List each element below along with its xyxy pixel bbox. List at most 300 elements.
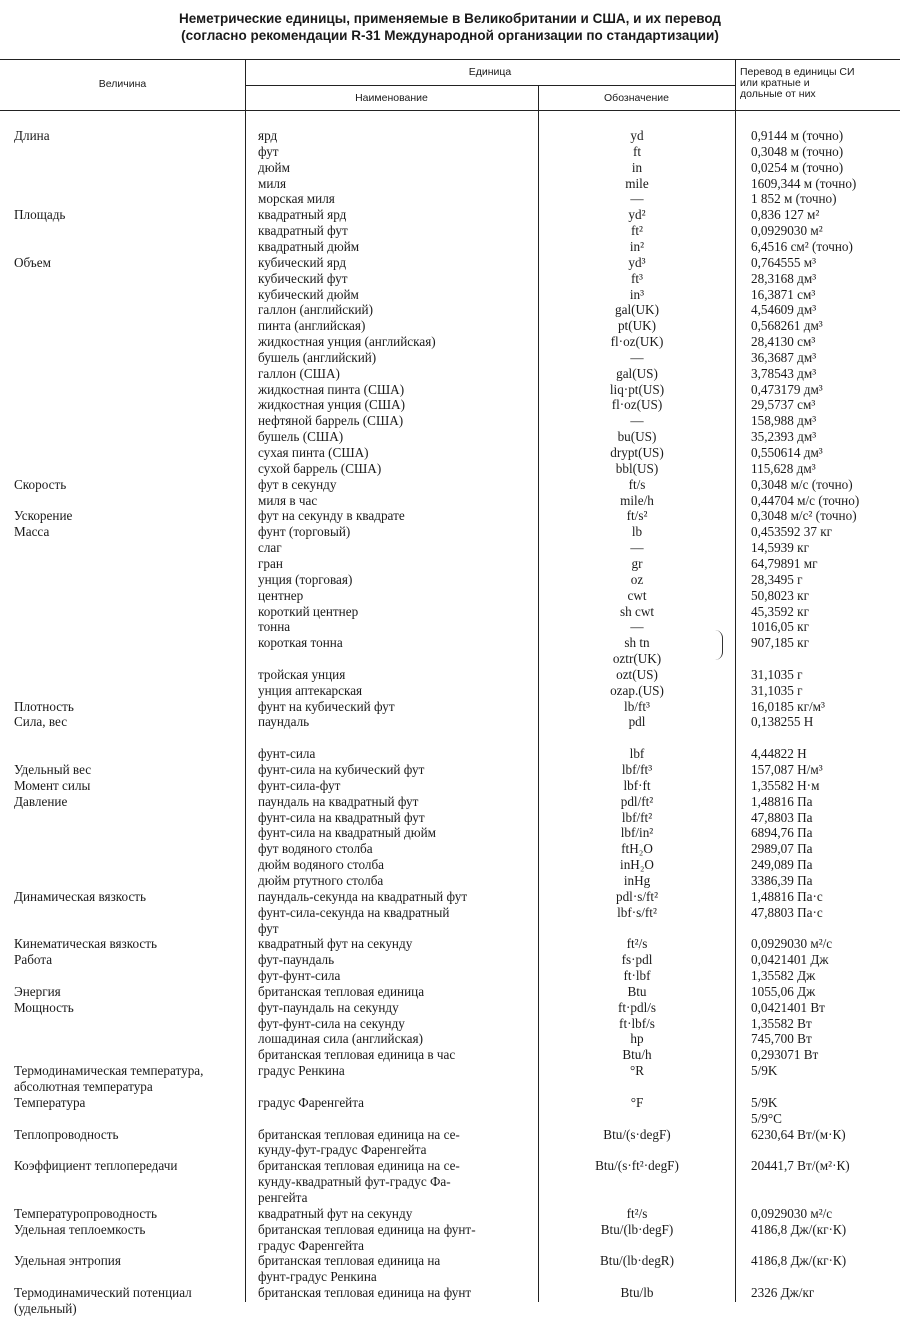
- table-row: [0, 810, 900, 826]
- conversion-value-cell: 0,764555 м³: [751, 254, 817, 270]
- table-row: [0, 968, 900, 984]
- conversion-value-cell: 0,3048 м (точно): [751, 143, 844, 159]
- conversion-value-cell: 0,9144 м (точно): [751, 128, 844, 143]
- unit-symbol-cell: ft²/s: [626, 936, 648, 952]
- unit-name-cell: градус Фаренгейта: [258, 1094, 365, 1110]
- conversion-value-cell: 0,0929030 м²/с: [751, 936, 833, 952]
- unit-name-cell: квадратный ярд: [258, 207, 347, 223]
- conversion-value-cell: 1,48816 Па: [751, 793, 813, 809]
- quantity-cell: Термодинамический потенциал: [14, 1285, 192, 1300]
- quantity-cell: Момент силы: [14, 777, 91, 793]
- conversion-value-cell: 1,48816 Па·с: [751, 888, 823, 904]
- table-row: [0, 619, 900, 635]
- conversion-value-cell: 0,0929030 м²/с: [751, 1205, 833, 1221]
- unit-symbol-cell: in²: [629, 238, 645, 254]
- unit-name-cell: фут-фунт-сила на секунду: [258, 1015, 405, 1031]
- unit-symbol-cell: inH₂O: [620, 857, 654, 873]
- unit-symbol-cell: sh cwt: [619, 603, 655, 619]
- table-row: [0, 825, 900, 841]
- unit-symbol-cell: —: [630, 191, 644, 207]
- table-row: [0, 397, 900, 413]
- unit-symbol-cell: ft³: [630, 270, 643, 286]
- unit-name-cell: ренгейта: [258, 1190, 308, 1205]
- unit-symbol-cell: hp: [630, 1031, 644, 1047]
- table-row: [0, 1079, 900, 1095]
- unit-header-rule: [245, 85, 735, 86]
- unit-symbol-cell: fl·oz(UK): [610, 334, 664, 349]
- table-row: [0, 604, 900, 620]
- quantity-cell: абсолютная температура: [14, 1079, 153, 1094]
- table-row: [0, 778, 900, 794]
- conversion-value-cell: 0,550614 дм³: [751, 445, 823, 460]
- unit-symbol-cell: ft/s²: [626, 508, 648, 524]
- conversion-value-cell: 745,700 Вт: [751, 1031, 812, 1047]
- table-row: [0, 382, 900, 398]
- conversion-value-cell: 14,5939 кг: [751, 540, 809, 556]
- quantity-cell: Объем: [14, 254, 51, 270]
- table-row: [0, 588, 900, 604]
- unit-symbol-cell: —: [630, 349, 644, 365]
- table-row: [0, 936, 900, 952]
- table-row: [0, 429, 900, 445]
- unit-symbol-cell: lbf/in²: [620, 825, 654, 841]
- table-row: [0, 540, 900, 556]
- unit-symbol-cell: lbf·ft: [623, 777, 651, 793]
- unit-name-cell: британская тепловая единица: [258, 983, 425, 999]
- unit-name-cell: нефтяной баррель (США): [258, 413, 404, 429]
- unit-name-cell: миля в час: [258, 492, 318, 508]
- unit-name-cell: кунду-фут-градус Фаренгейта: [258, 1142, 427, 1158]
- unit-symbol-cell: ftH₂O: [621, 841, 653, 857]
- unit-symbol-cell: lbf·s/ft²: [617, 904, 657, 920]
- unit-symbol-cell: drypt(US): [610, 445, 664, 460]
- quantity-cell: Кинематическая вязкость: [14, 936, 158, 952]
- table-row: [0, 905, 900, 921]
- unit-name-cell: фут-паундаль: [258, 952, 335, 968]
- quantity-cell: Удельная энтропия: [14, 1253, 121, 1269]
- unit-symbol-cell: pdl·s/ft²: [615, 888, 659, 904]
- unit-name-cell: британская тепловая единица на фунт: [258, 1285, 472, 1300]
- conversion-value-cell: 0,44704 м/с (точно): [751, 492, 860, 508]
- conversion-value-cell: 4,54609 дм³: [751, 302, 817, 318]
- unit-name-cell: фут: [258, 143, 279, 159]
- unit-symbol-cell: ft: [632, 143, 642, 159]
- unit-symbol-cell: fl·oz(US): [611, 397, 663, 413]
- conversion-value-cell: 28,3168 дм³: [751, 270, 817, 286]
- conversion-value-cell: 0,568261 дм³: [751, 318, 823, 334]
- conversion-value-cell: 115,628 дм³: [751, 460, 816, 476]
- title-line-1: Неметрические единицы, применяемые в Великобритании и США, и их перевод: [179, 11, 721, 26]
- quantity-cell: Энергия: [14, 983, 61, 999]
- table-row: [0, 699, 900, 715]
- conversion-value-cell: 6,4516 см² (точно): [751, 238, 853, 254]
- unit-name-cell: жидкостная унция (английская): [258, 334, 436, 349]
- conversion-value-cell: 0,138255 Н: [751, 714, 814, 730]
- table-row: [0, 1000, 900, 1016]
- unit-symbol-cell: ft·lbf: [623, 968, 651, 983]
- conversion-value-cell: 0,3048 м/с (точно): [751, 476, 853, 492]
- unit-name-cell: дюйм водяного столба: [258, 857, 385, 873]
- table-row: [0, 271, 900, 287]
- quantity-cell: Сила, вес: [14, 714, 68, 730]
- unit-symbol-cell: —: [630, 413, 644, 429]
- unit-name-cell: фунт-сила на квадратный фут: [258, 809, 425, 825]
- conversion-value-cell: 0,453592 37 кг: [751, 524, 833, 540]
- unit-name-cell: кунду-квадратный фут-градус Фа-: [258, 1174, 451, 1190]
- conversion-value-cell: 64,79891 мг: [751, 556, 818, 571]
- unit-symbol-cell: bu(US): [617, 429, 657, 445]
- unit-name-cell: бушель (английский): [258, 349, 377, 365]
- table-row: [0, 445, 900, 461]
- conversion-value-cell: 47,8803 Па: [751, 809, 813, 825]
- table-row: [0, 461, 900, 477]
- unit-name-cell: фут в секунду: [258, 476, 337, 492]
- unit-name-cell: фунт-градус Ренкина: [258, 1269, 377, 1285]
- conversion-value-cell: 249,089 Па: [751, 857, 813, 873]
- unit-symbol-cell: bbl(US): [615, 460, 659, 476]
- quantity-cell: Длина: [14, 128, 50, 143]
- unit-name-cell: паундаль-секунда на квадратный фут: [258, 888, 468, 904]
- conversion-value-cell: 0,0929030 м²: [751, 223, 823, 239]
- table-row: [0, 1285, 900, 1301]
- conversion-value-cell: 45,3592 кг: [751, 603, 809, 619]
- header-unit-symbol: Обозначение: [604, 92, 669, 104]
- unit-name-cell: квадратный фут на секунду: [258, 936, 413, 952]
- table-row: [0, 1111, 900, 1127]
- unit-name-cell: тройская унция: [258, 666, 346, 682]
- unit-name-cell: фунт-сила: [258, 746, 316, 762]
- conversion-value-cell: 1016,05 кг: [751, 619, 809, 635]
- unit-symbol-cell: liq·pt(US): [609, 381, 665, 397]
- table-row: [0, 1095, 900, 1111]
- table-row: [0, 1016, 900, 1032]
- header-quantity: Величина: [98, 78, 147, 90]
- table-row: [0, 952, 900, 968]
- unit-symbol-cell: mile: [625, 175, 649, 191]
- table-row: [0, 1253, 900, 1269]
- unit-symbol-cell: sh tn: [624, 635, 650, 651]
- unit-name-cell: пинта (английская): [258, 318, 366, 334]
- unit-symbol-cell: Btu/(s·degF): [603, 1126, 671, 1142]
- unit-name-cell: британская тепловая единица на: [258, 1253, 441, 1269]
- unit-symbol-cell: Btu/(lb·degF): [600, 1221, 674, 1237]
- unit-symbol-cell: inHg: [623, 872, 651, 888]
- table-row: [0, 556, 900, 572]
- quantity-cell: Площадь: [14, 207, 66, 223]
- table-row: [0, 128, 900, 144]
- header-unit-name: Наименование: [355, 92, 428, 104]
- conversion-value-cell: 31,1035 г: [751, 682, 803, 698]
- unit-name-cell: кубический ярд: [258, 254, 347, 270]
- conversion-value-cell: 5/9°C: [751, 1110, 782, 1126]
- table-row: [0, 1063, 900, 1079]
- table-row: [0, 334, 900, 350]
- unit-name-cell: унция (торговая): [258, 571, 353, 587]
- table-row: [0, 207, 900, 223]
- header-conversion-line-3: дольные от них: [740, 88, 816, 100]
- conversion-value-cell: 157,087 Н/м³: [751, 762, 823, 777]
- unit-name-cell: британская тепловая единица на се-: [258, 1126, 460, 1142]
- unit-name-cell: ярд: [258, 128, 278, 143]
- quantity-cell: Скорость: [14, 476, 67, 492]
- unit-symbol-cell: Btu: [627, 983, 647, 999]
- unit-name-cell: короткий центнер: [258, 603, 359, 619]
- unit-name-cell: британская тепловая единица на се-: [258, 1158, 460, 1174]
- unit-name-cell: градус Фаренгейта: [258, 1237, 365, 1253]
- table-row: [0, 1222, 900, 1238]
- quantity-cell: Температура: [14, 1094, 86, 1110]
- table-row: [0, 413, 900, 429]
- conversion-value-cell: 3386,39 Па: [751, 872, 813, 888]
- table-row: [0, 1127, 900, 1143]
- unit-symbol-cell: lbf: [629, 746, 645, 762]
- unit-name-cell: паундаль: [258, 714, 310, 730]
- conversion-value-cell: 0,0421401 Дж: [751, 952, 829, 968]
- unit-name-cell: фунт-сила на квадратный дюйм: [258, 825, 436, 841]
- unit-symbol-cell: —: [630, 540, 644, 556]
- unit-symbol-cell: cwt: [627, 587, 647, 603]
- quantity-cell: Удельная теплоемкость: [14, 1221, 146, 1237]
- conversion-value-cell: 0,293071 Вт: [751, 1047, 819, 1063]
- quantity-cell: Мощность: [14, 999, 74, 1015]
- table-row: [0, 1301, 900, 1317]
- conversion-value-cell: 0,0254 м (точно): [751, 159, 844, 175]
- conversion-value-cell: 6894,76 Па: [751, 825, 813, 841]
- quantity-cell: Температуропроводность: [14, 1205, 158, 1221]
- conversion-value-cell: 35,2393 дм³: [751, 429, 817, 445]
- table-row: [0, 508, 900, 524]
- conversion-value-cell: 1,35582 Вт: [751, 1015, 812, 1031]
- conversion-value-cell: 5/9K: [751, 1094, 778, 1110]
- unit-symbol-cell: mile/h: [620, 492, 654, 508]
- conversion-value-cell: 2989,07 Па: [751, 841, 813, 857]
- table-row: [0, 651, 900, 667]
- unit-symbol-cell: ozap.(US): [610, 682, 664, 698]
- unit-symbol-cell: °F: [630, 1094, 644, 1110]
- quantity-cell: Ускорение: [14, 508, 73, 524]
- unit-name-cell: короткая тонна: [258, 635, 343, 651]
- quantity-cell: Давление: [14, 793, 68, 809]
- header-conversion: [740, 67, 898, 100]
- conversion-value-cell: 0,473179 дм³: [751, 381, 823, 397]
- unit-name-cell: жидкостная унция (США): [258, 397, 405, 413]
- unit-symbol-cell: pt(UK): [617, 318, 657, 334]
- table-row: [0, 1142, 900, 1158]
- table-row: [0, 889, 900, 905]
- table-row: [0, 841, 900, 857]
- table-row: [0, 572, 900, 588]
- unit-name-cell: бушель (США): [258, 429, 344, 445]
- table-row: [0, 730, 900, 746]
- table-row: [0, 223, 900, 239]
- unit-symbol-cell: yd: [630, 128, 644, 143]
- table-row: [0, 873, 900, 889]
- unit-name-cell: квадратный дюйм: [258, 238, 360, 254]
- unit-name-cell: тонна: [258, 619, 291, 635]
- unit-symbol-cell: Btu/lb: [620, 1285, 654, 1300]
- unit-name-cell: сухая пинта (США): [258, 445, 369, 460]
- table-row: [0, 160, 900, 176]
- conversion-value-cell: 4186,8 Дж/(кг·К): [751, 1221, 847, 1237]
- conversion-value-cell: 2326 Дж/кг: [751, 1285, 815, 1300]
- conversion-value-cell: 1,35582 Дж: [751, 968, 816, 983]
- quantity-cell: Термодинамическая температура,: [14, 1063, 204, 1079]
- unit-symbol-cell: lbf/ft²: [621, 809, 653, 825]
- unit-name-cell: фунт-сила-фут: [258, 777, 341, 793]
- table-row: [0, 239, 900, 255]
- unit-name-cell: дюйм ртутного столба: [258, 872, 384, 888]
- unit-symbol-cell: yd³: [628, 254, 646, 270]
- conversion-value-cell: 20441,7 Вт/(м²·К): [751, 1158, 850, 1174]
- unit-name-cell: британская тепловая единица в час: [258, 1047, 456, 1063]
- conversion-value-cell: 29,5737 см³: [751, 397, 816, 413]
- conversion-value-cell: 28,3495 г: [751, 571, 803, 587]
- table-row: [0, 714, 900, 730]
- table-row: [0, 1190, 900, 1206]
- conversion-value-cell: 0,836 127 м²: [751, 207, 820, 223]
- unit-name-cell: лошадиная сила (английская): [258, 1031, 423, 1047]
- unit-name-cell: фунт на кубический фут: [258, 698, 395, 714]
- conversion-value-cell: 1609,344 м (точно): [751, 175, 857, 191]
- table-row: [0, 366, 900, 382]
- header-conversion-line-1: Перевод в единицы СИ: [740, 66, 855, 78]
- conversion-value-cell: 4,44822 Н: [751, 746, 807, 762]
- table-row: [0, 144, 900, 160]
- unit-name-cell: фут на секунду в квадрате: [258, 508, 405, 524]
- table-row: [0, 1158, 900, 1174]
- unit-symbol-cell: gal(UK): [615, 302, 659, 318]
- unit-symbol-cell: °R: [629, 1063, 645, 1079]
- table-row: [0, 176, 900, 192]
- quantity-cell: Удельный вес: [14, 762, 92, 777]
- table-row: [0, 524, 900, 540]
- unit-name-cell: сухой баррель (США): [258, 460, 382, 476]
- conversion-value-cell: 1055,06 Дж: [751, 983, 816, 999]
- table-row: [0, 1206, 900, 1222]
- quantity-cell: (удельный): [14, 1300, 77, 1316]
- conversion-value-cell: 31,1035 г: [751, 666, 803, 682]
- unit-symbol-cell: pdl/ft²: [620, 793, 654, 809]
- conversion-value-cell: 1 852 м (точно): [751, 191, 837, 207]
- unit-name-cell: гран: [258, 556, 283, 571]
- table-row: [0, 287, 900, 303]
- conversion-value-cell: 3,78543 дм³: [751, 365, 817, 381]
- unit-symbol-cell: gr: [631, 556, 643, 571]
- unit-name-cell: фут-паундаль на секунду: [258, 999, 399, 1015]
- table-row: [0, 350, 900, 366]
- conversion-value-cell: 47,8803 Па·с: [751, 904, 823, 920]
- conversion-value-cell: 158,988 дм³: [751, 413, 817, 429]
- unit-symbol-cell: lb: [631, 524, 643, 540]
- header-bottom-rule: [0, 110, 900, 111]
- unit-name-cell: жидкостная пинта (США): [258, 381, 405, 397]
- table-row: [0, 1174, 900, 1190]
- unit-name-cell: кубический дюйм: [258, 286, 359, 302]
- unit-symbol-cell: yd²: [628, 207, 646, 223]
- table-row: [0, 683, 900, 699]
- conversion-value-cell: 16,0185 кг/м³: [751, 698, 825, 714]
- conversion-value-cell: 6230,64 Вт/(м·К): [751, 1126, 846, 1142]
- quantity-cell: Коэффициент теплопередачи: [14, 1158, 178, 1174]
- conversion-value-cell: 907,185 кг: [751, 635, 809, 651]
- unit-symbol-cell: oz: [630, 571, 644, 587]
- unit-symbol-cell: in³: [629, 286, 645, 302]
- title-line-2: (согласно рекомендации R-31 Международной организации по стандартизации): [181, 28, 719, 43]
- unit-symbol-cell: ft/s: [628, 476, 646, 492]
- unit-name-cell: унция аптекарская: [258, 682, 363, 698]
- header-conversion-line-2: или кратные и: [740, 77, 810, 89]
- top-rule: [0, 59, 900, 60]
- conversion-value-cell: 1,35582 Н·м: [751, 777, 820, 793]
- unit-name-cell: фут водяного столба: [258, 841, 373, 857]
- table-row: [0, 921, 900, 937]
- unit-symbol-cell: —: [630, 619, 644, 635]
- unit-name-cell: британская тепловая единица на фунт-: [258, 1221, 476, 1237]
- table-row: [0, 746, 900, 762]
- unit-name-cell: фунт-сила-секунда на квадратный: [258, 904, 450, 920]
- unit-symbol-cell: ft·lbf/s: [619, 1015, 655, 1031]
- table-row: [0, 1269, 900, 1285]
- quantity-cell: Плотность: [14, 698, 74, 714]
- unit-name-cell: фут-фунт-сила: [258, 968, 341, 983]
- unit-name-cell: фут: [258, 920, 279, 936]
- unit-name-cell: миля: [258, 175, 287, 191]
- unit-name-cell: слаг: [258, 540, 282, 556]
- unit-symbol-cell: pdl: [628, 714, 646, 730]
- unit-symbol-cell: gal(US): [616, 365, 658, 381]
- quantity-cell: Масса: [14, 524, 50, 540]
- unit-name-cell: квадратный фут на секунду: [258, 1205, 413, 1221]
- unit-symbol-cell: Btu/(s·ft²·degF): [595, 1158, 679, 1174]
- unit-name-cell: фунт-сила на кубический фут: [258, 762, 425, 777]
- table-row: [0, 493, 900, 509]
- unit-symbol-cell: fs·pdl: [621, 952, 653, 968]
- unit-name-cell: дюйм: [258, 159, 290, 175]
- unit-symbol-cell: Btu/h: [622, 1047, 652, 1063]
- conversion-value-cell: 16,3871 см³: [751, 286, 816, 302]
- unit-name-cell: квадратный фут: [258, 223, 348, 239]
- unit-symbol-cell: ft·pdl/s: [617, 999, 657, 1015]
- conversion-value-cell: 4186,8 Дж/(кг·К): [751, 1253, 847, 1269]
- unit-symbol-cell: ft²/s: [626, 1205, 648, 1221]
- unit-symbol-cell: lbf/ft³: [621, 762, 653, 777]
- conversion-value-cell: 5/9K: [751, 1063, 778, 1079]
- table-row: [0, 635, 900, 651]
- conversion-value-cell: 0,0421401 Вт: [751, 999, 825, 1015]
- unit-name-cell: градус Ренкина: [258, 1063, 345, 1079]
- unit-name-cell: паундаль на квадратный фут: [258, 793, 419, 809]
- conversion-value-cell: 50,8023 кг: [751, 587, 809, 603]
- unit-symbol-cell: oztr(UK): [612, 651, 662, 666]
- unit-symbol-cell: lb/ft³: [624, 698, 650, 714]
- table-row: [0, 794, 900, 810]
- conversion-value-cell: 36,3687 дм³: [751, 349, 817, 365]
- right-brace: [712, 630, 723, 660]
- unit-symbol-cell: ft²: [630, 223, 643, 239]
- unit-symbol-cell: Btu/(lb·degR): [600, 1253, 674, 1269]
- unit-name-cell: морская миля: [258, 191, 335, 207]
- table-row: [0, 318, 900, 334]
- table-row: [0, 1047, 900, 1063]
- table-row: [0, 762, 900, 778]
- unit-name-cell: галлон (США): [258, 365, 340, 381]
- unit-name-cell: центнер: [258, 587, 304, 603]
- unit-name-cell: галлон (английский): [258, 302, 373, 318]
- table-row: [0, 477, 900, 493]
- table-row: [0, 857, 900, 873]
- table-row: [0, 191, 900, 207]
- table-title: [0, 10, 900, 44]
